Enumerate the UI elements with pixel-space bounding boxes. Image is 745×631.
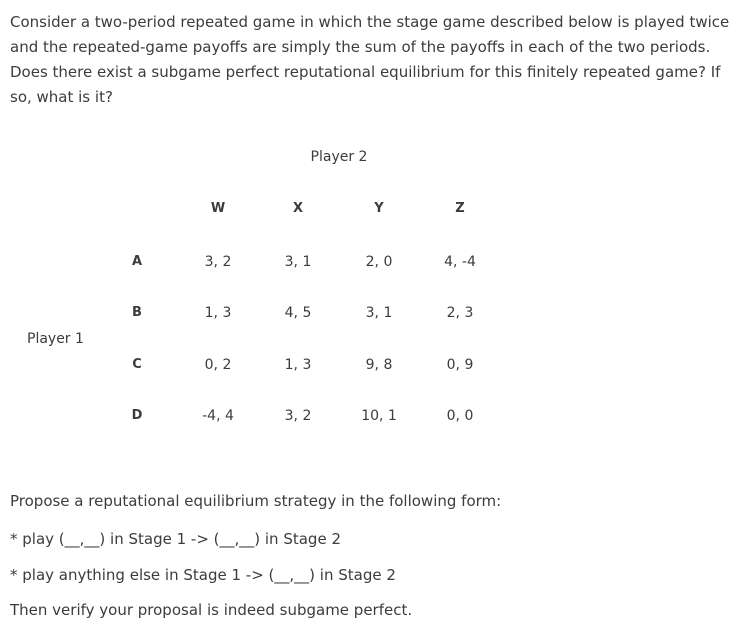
prompt-intro: Propose a reputational equilibrium strategy in the following form: (10, 492, 502, 510)
payoff-cell: 2, 3 (446, 305, 474, 321)
payoff-cell: 1, 3 (284, 357, 312, 373)
payoff-cell: -4, 4 (202, 408, 234, 424)
row-header-b: B (132, 305, 142, 320)
prompt-line-3: Then verify your proposal is indeed subgame perfect. (10, 601, 413, 619)
payoff-cell: 3, 2 (284, 408, 312, 424)
col-header-w: W (210, 201, 226, 216)
prompt-line-1: * play (__,__) in Stage 1 -> (__,__) in Stage 2 (10, 530, 341, 548)
row-header-d: D (131, 408, 143, 423)
question-text: Consider a two-period repeated game in which the stage game described below is played twice and the repeated-game payoffs are simply the sum of the payoffs in each of the two periods. Does there exist a subgame perfect reputational equilibrium for this finitely repeated game? If so, what is it? (10, 13, 730, 106)
payoff-cell: 3, 2 (204, 254, 232, 270)
payoff-cell: 1, 3 (204, 305, 232, 321)
payoff-cell: 4, 5 (284, 305, 312, 321)
payoff-cell: 4, -4 (444, 254, 476, 270)
col-header-y: Y (374, 201, 384, 216)
payoff-cell: 3, 1 (284, 254, 312, 270)
payoff-cell: 0, 2 (204, 357, 232, 373)
player2-label: Player 2 (310, 149, 368, 165)
payoff-cell: 10, 1 (361, 408, 397, 424)
col-header-x: X (292, 201, 304, 216)
payoff-cell: 0, 0 (446, 408, 474, 424)
row-header-a: A (131, 254, 143, 269)
payoff-cell: 2, 0 (365, 254, 393, 270)
payoff-cell: 3, 1 (365, 305, 393, 321)
payoff-cell: 0, 9 (446, 357, 474, 373)
col-header-z: Z (455, 201, 465, 216)
player1-label: Player 1 (27, 331, 84, 347)
payoff-cell: 9, 8 (365, 357, 393, 373)
row-header-c: C (132, 357, 142, 372)
prompt-line-2: * play anything else in Stage 1 -> (__,__) in Stage 2 (10, 566, 396, 584)
